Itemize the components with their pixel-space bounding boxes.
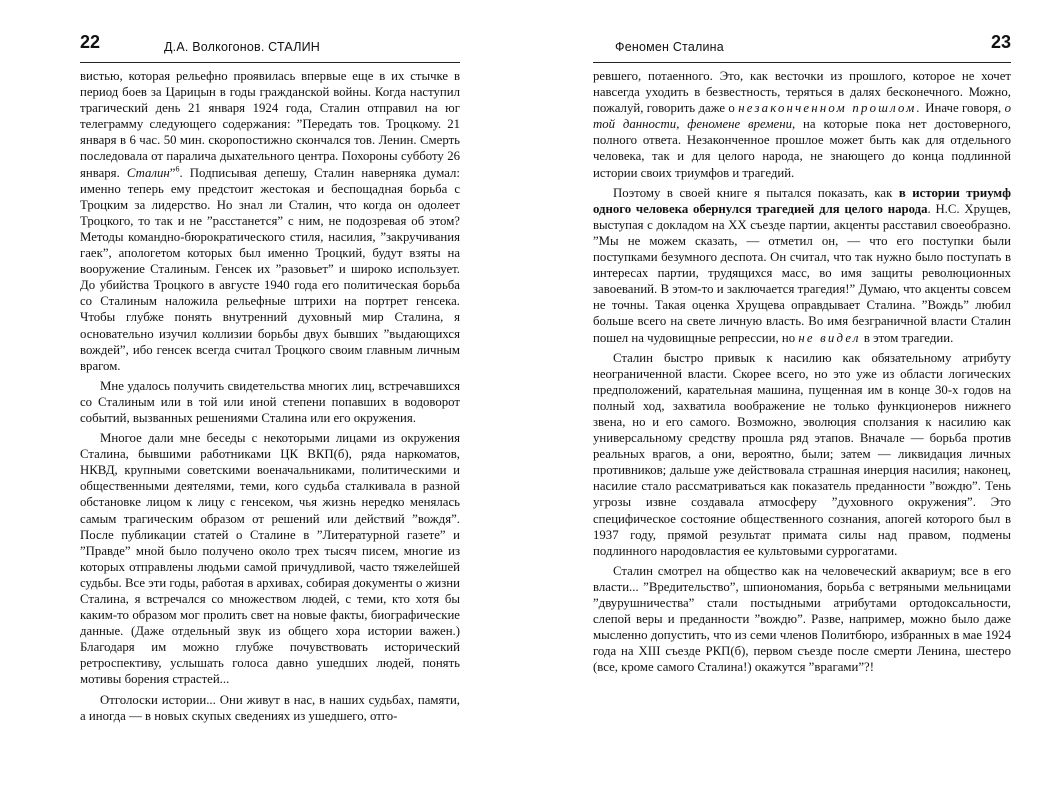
paragraph: Многое дали мне беседы с некоторыми лицами из окружения Сталина, бывшими работниками ЦК ВКП(б), ряда наркоматов, НКВД, крупными советскими военачальниками, политическими и общественными деятелями, теми, кого судьба сталкивала в разной обстановке лицом к лицу с генсеком, чья жизнь нередко менялась самым трагическим образом от решений или действий ”вождя”. После публикации статей о Сталине в ”Литературной газете” и ”Правде” мной было получено около трех тысяч писем, многие из которых отправлены людьми самой причудливой, часто тяжелейшей судьбы. Все эти годы, работая в архивах, собирая документы о жизни Сталина, я встречался со множеством людей, с теми, кто хотя бы каким-то образом мог пролить свет на новые факты, биографические данные. (Даже отдельный звук из общего хора истории важен.) Благодаря им можно глубже почувствовать исторический ретроспективу, услышать голоса давно ушедших людей, понять мотивы борения страстей... xyxy=(80,431,460,687)
paragraph: вистью, которая рельефно проявилась впервые еще в их стычке в период боев за Царицын в годы гражданской войны. Когда наступил трагический день 21 января 1924 года, Сталин отправил на юг телеграмму следующего содержания: ”Передать тов. Троцкому. 21 января в 6 час. 50 мин. скоропостижно скончался тов. Ленин. Смерть последовала от паралича дыхательного центра. Похороны субботу 26 января. Сталин”$^6$. Подписывая депешу, Сталин наверняка думал: именно теперь ему предстоит жестокая и беспощадная борьба с Троцким за лидерство. Но знал ли Сталин, что когда он одолеет Троцкого, то так и не ”расстанется” с ним, не подозревая об этом? Методы командно-бюрократического стиля, насилия, ”закручивания гаек”, апологетом которых был именно Троцкий, будут взяты на вооружение Сталиным. Генсек их ”разовьет” и широко использует. До убийства Троцкого в августе 1940 года его политическая борьба со Сталиным наложила рельефные штрихи на портрет генсека. Чтобы глубже понять внутренний духовный мир Сталина, я основательно изучил коллизии борьбы двух бывших ”выдающихся вождей”, ибо генсек всегда считал Троцкого своим главным личным врагом. xyxy=(80,69,460,373)
left-page-body xyxy=(80,68,460,724)
running-title: Д.А. Волкогонов. СТАЛИН xyxy=(164,40,321,54)
right-page-header xyxy=(593,32,1011,63)
right-page-body xyxy=(593,68,1011,675)
emphasized-text: в истории триумф одного человека обернулся трагедией для целого народа xyxy=(593,185,1011,216)
left-page-header xyxy=(80,32,460,63)
paragraph: Сталин быстро привык к насилию как обязательному атрибуту неограниченной власти. Скорее всего, но это уже из области логических предположений, карательная машина, пущенная им в конце 30-х годов на полный ход, захватила воображение не только функционеров нижнего звена, но и его самого. Возможно, эволюция сползания к насилию как универсальному средству прошла ряд этапов. Вначале — борьба против реальных врагов, а они, вероятно, были; затем — ликвидация личных противников; дальше уже действовала страшная инерция насилия; наконец, насилие стало рассматриваться как показатель преданности ”вождю”. Тень угрозы извне создавала атмосферу ”духовного окружения”. Это специфическое состояние общественного сознания, апогей которого был в 1937 году, прямой результат примата силы над правом, подмены подлинного народовластия ее культовыми суррогатами. xyxy=(593,350,1011,558)
page-number: 22 xyxy=(80,32,101,52)
footnote-ref: 6 xyxy=(175,164,180,174)
running-title: Феномен Сталина xyxy=(615,40,724,54)
paragraph: Сталин смотрел на общество как на человеческий аквариум; все в его власти... ”Вредительство”, шпиономания, борьба с ветряными мельницами ”двурушничества” стали постыдными атрибутами ортодоксальности, слепой веры и преданности ”вождю”. Разве, например, можно было даже мысленно допустить, что из семи членов Политбюро, избранных в мае 1924 года на XIII съезде РКП(б), первом съезде после смерти Ленина, шестеро (все, кроме самого Сталина!) окажутся ”врагами”?! xyxy=(593,563,1011,675)
paragraph: Мне удалось получить свидетельства многих лиц, встречавшихся со Сталиным или в той или иной степени попавших в водоворот событий, вызванных решениями Сталина или его окружения. xyxy=(80,378,460,425)
page-number: 23 xyxy=(990,32,1011,52)
right-page xyxy=(531,0,1062,800)
paragraph: Поэтому в своей книге я пытался показать, как в истории триумф одного человека обернулся трагедией для целого народа. Н.С. Хрущев, выступая с докладом на XX съезде партии, акценты расставил своеобразно. ”Мы не можем сказать, — отметил он, — что его поступки были поступками безумного деспота. Он считал, что так нужно было поступать в интересах партии, трудящихся масс, во имя защиты революционных завоеваний. В этом-то и заключается трагедия!” Думаю, что акценты совсем не точны. Такая оценка Хрущева оправдывает Сталина. ”Вождь” любил больше всего на свете личную власть. Во имя безграничной власти Сталин пошел на чудовищные репрессии, но не видел в этом трагедии. xyxy=(593,185,1011,345)
paragraph: ревшего, потаенного. Это, как весточки из прошлого, которое не хочет навсегда уходить в безвестность, теряться в далях бесконечного. Можно, пожалуй, говорить даже о незаконченном прошлом. Иначе говоря, о той данности, феномене времени, на которые пока нет достоверного, полного ответа. Незаконченное прошлое может быть как для отдельного человека, так и для целого народа, не знающего до конца подлинной истории своих триумфов и трагедий. xyxy=(593,69,1011,180)
paragraph: Отголоски истории... Они живут в нас, в наших судьбах, памяти, а иногда — в новых скупых сведениях из ушедшего, отго- xyxy=(80,692,460,723)
